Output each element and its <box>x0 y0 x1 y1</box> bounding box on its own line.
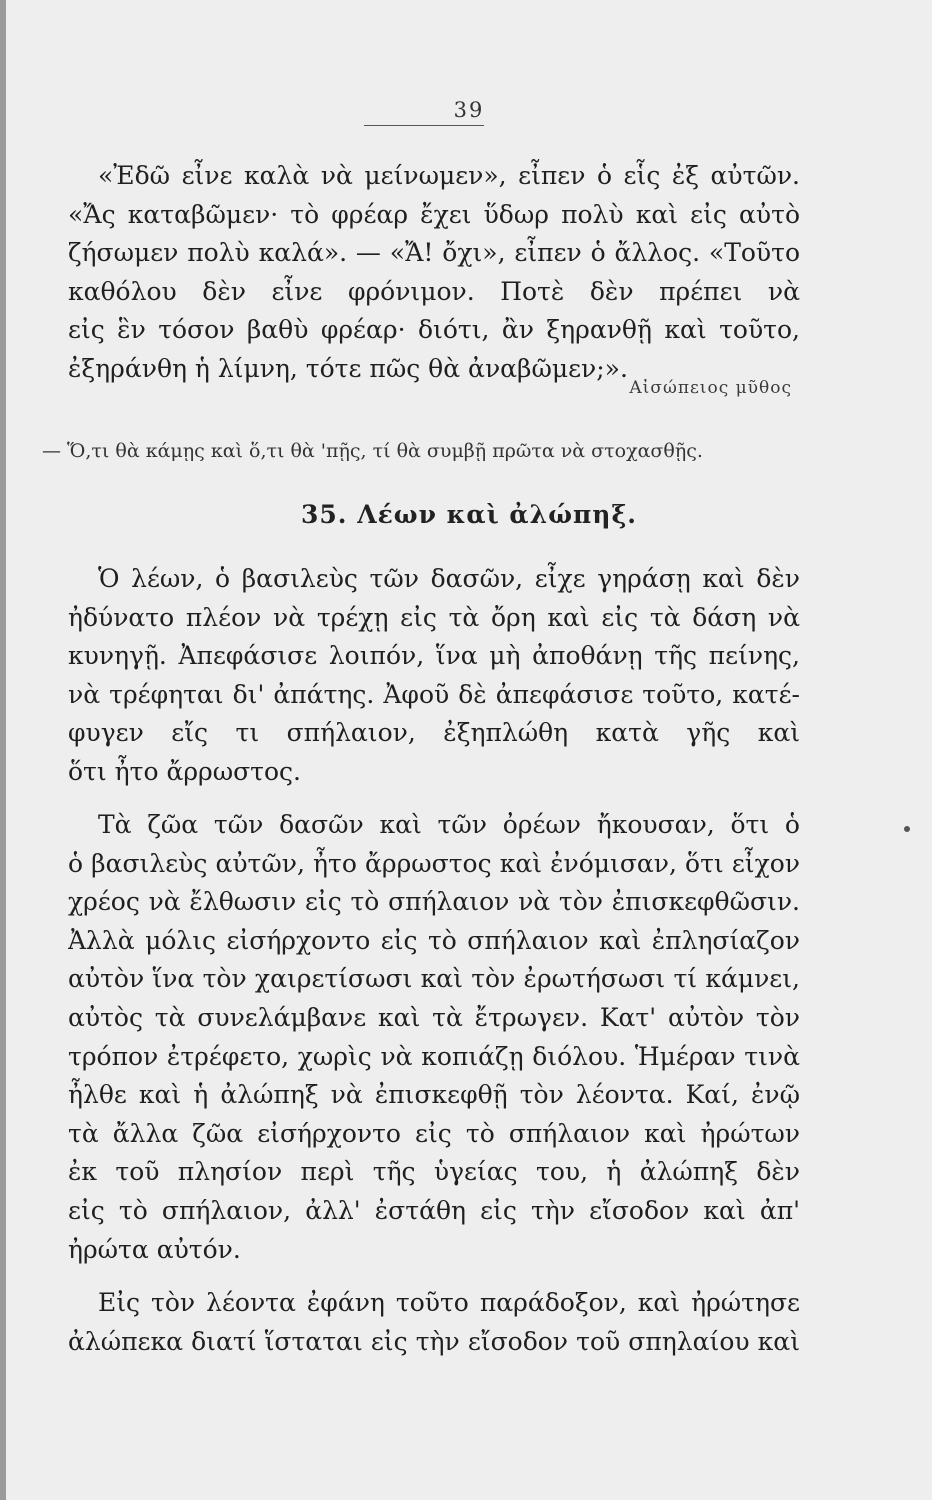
text-line: εἰς ἓν τόσον βαθὺ φρέαρ· διότι, ἂν ξηρανθῇ καὶ τοῦτο, <box>68 315 800 345</box>
text-line: Ὁ λέων, ὁ βασιλεὺς τῶν δασῶν, εἶχε γηράσῃ καὶ δὲν <box>98 564 800 593</box>
text-line: Εἰς τὸν λέοντα ἐφάνη τοῦτο παράδοξον, καὶ ἠρώτησε <box>98 1288 800 1317</box>
text-line: Ἀλλὰ μόλις εἰσήρχοντο εἰς τὸ σπήλαιον καὶ ἐπλησίαζον <box>68 925 800 955</box>
text-line: αὐτὸν ἵνα τὸν χαιρετίσωσι καὶ τὸν ἐρωτήσωσι τί κάμνει, <box>68 964 800 994</box>
text-line: τὰ ἄλλα ζῶα εἰσήρχοντο εἰς τὸ σπήλαιον καὶ ἠρώτων <box>68 1118 800 1148</box>
text-line: ἐξηράνθη ἡ λίμνη, τότε πῶς θὰ ἀναβῶμεν;». <box>68 353 628 383</box>
text-line: Τὰ ζῶα τῶν δασῶν καὶ τῶν ὀρέων ἤκουσαν, ὅτι ὁ <box>98 810 800 839</box>
text-line: ἠδύνατο πλέον νὰ τρέχῃ εἰς τὰ ὄρη καὶ εἰς τὰ δάση νὰ <box>68 602 800 632</box>
text-line: νὰ τρέφηται δι' ἀπάτης. Ἀφοῦ δὲ ἀπεφάσισε τοῦτο, κατέ- <box>68 679 800 709</box>
page-number: 39 <box>453 98 485 122</box>
text-line: ὅτι ἦτο ἄρρωστος. <box>68 756 301 786</box>
paragraph-lion-question <box>68 1284 800 1361</box>
text-line: εἰς τὸ σπήλαιον, ἀλλ' ἐστάθη εἰς τὴν εἴσοδον καὶ ἀπ' <box>68 1195 800 1225</box>
text-line: ὁ βασιλεὺς αὐτῶν, ἦτο ἄρρωστος καὶ ἐνόμισαν, ὅτι εἶχον <box>68 848 800 878</box>
fable-ending-paragraph <box>68 157 800 389</box>
text-line: ἦλθε καὶ ἡ ἀλώπηξ νὰ ἐπισκεφθῇ τὸν λέοντα. Καί, ἐνῷ <box>68 1080 800 1110</box>
text-line: ἐκ τοῦ πλησίον περὶ τῆς ὑγείας του, ἡ ἀλώπηξ δὲν <box>68 1157 800 1187</box>
text-line: τρόπον ἐτρέφετο, χωρὶς νὰ κοπιάζῃ διόλου. Ἡμέραν τινὰ <box>68 1041 800 1071</box>
text-line: «Ἐδῶ εἶνε καλὰ νὰ μείνωμεν», εἶπεν ὁ εἷς ἐξ αὐτῶν. <box>98 161 800 190</box>
section-heading: 35. Λέων καὶ ἀλώπηξ. <box>301 500 637 529</box>
fable-source: Αἰσώπειος μῦθος <box>629 378 792 398</box>
text-line: ἀλώπεκα διατί ἵσταται εἰς τὴν εἴσοδον τοῦ σπηλαίου καὶ <box>68 1326 800 1356</box>
text-line: ἠρώτα αὐτόν. <box>68 1234 241 1264</box>
page-number-rule <box>364 125 484 126</box>
paper-speck <box>904 826 910 832</box>
text-line: χρέος νὰ ἔλθωσιν εἰς τὸ σπήλαιον νὰ τὸν ἐπισκεφθῶσιν. <box>68 887 800 917</box>
paragraph-animals-visit <box>68 806 800 1269</box>
text-line: αὐτὸς τὰ συνελάμβανε καὶ τὰ ἔτρωγεν. Κατ' αὐτὸν τὸν <box>68 1002 800 1032</box>
paragraph-lion-intro <box>68 560 800 792</box>
text-line: κυνηγῇ. Ἀπεφάσισε λοιπόν, ἵνα μὴ ἀποθάνῃ τῆς πείνης, <box>68 641 800 671</box>
text-line: «Ἄς καταβῶμεν· τὸ φρέαρ ἔχει ὕδωρ πολὺ καὶ εἰς αὐτὸ <box>68 199 800 229</box>
text-line: ζήσωμεν πολὺ καλά». — «Ἄ! ὄχι», εἶπεν ὁ ἄλλος. «Τοῦτο <box>68 238 800 268</box>
text-line: φυγεν εἴς τι σπήλαιον, ἐξηπλώθη κατὰ γῆς καὶ <box>68 718 800 748</box>
proverb-line: — Ὅ,τι θὰ κάμῃς καὶ ὅ,τι θὰ 'πῇς, τί θὰ συμβῇ πρῶτα νὰ στοχασθῇς. <box>42 440 703 462</box>
text-line: καθόλου δὲν εἶνε φρόνιμον. Ποτὲ δὲν πρέπει νὰ <box>68 276 800 306</box>
